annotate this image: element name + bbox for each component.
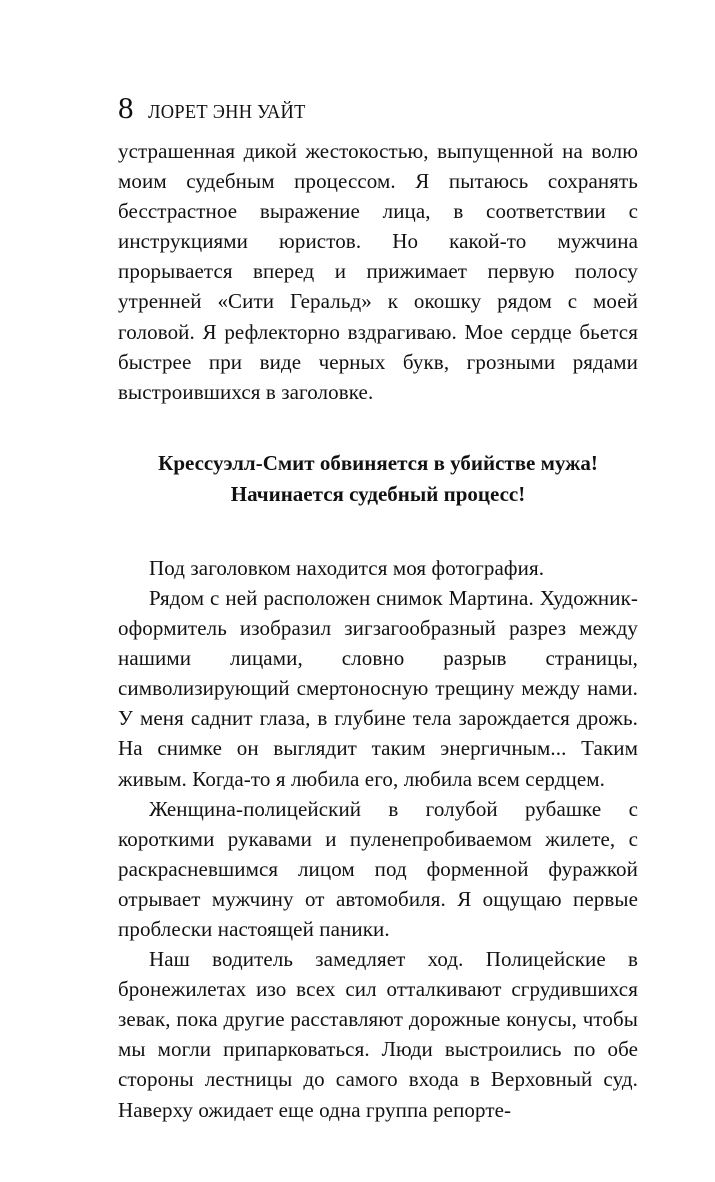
opening-paragraph: устрашенная дикой жестокостью, выпущенной на волю моим судебным процессом. Я пытаюсь сохранять бесстрастное выражение лица, в соответствии с инструкциями юристов. Но какой-то мужчина прорывается вперед и прижимает первую полосу утренней «Сити Геральд» к окошку рядом с моей головой. Я рефлекторно вздрагиваю. Мое сердце бьется быстрее при виде черных букв, грозными рядами выстроившихся в заголовке. (118, 139, 638, 404)
book-page (118, 92, 638, 1125)
headline-line-1: Крессуэлл-Смит обвиняется в убийстве мужа! (158, 450, 598, 475)
paragraph-policewoman: Женщина-полицейский в голубой рубашке с короткими рукавами и пуленепробиваемом жилете, с раскрасневшимся лицом под форменной фуражкой отрывает мужчину от автомобиля. Я ощущаю первые проблески настоящей паники. (118, 796, 638, 941)
paragraph-martin: Рядом с ней расположен снимок Мартина. Художник-оформитель изобразил зигзагообразный разрез между нашими лицами, словно разрыв страницы, символизирующий смертоносную трещину между нами. У меня саднит глаза, в глубине тела зарождается дрожь. На снимке он выглядит таким энергичным... Таким живым. Когда-то я любила его, любила всем сердцем. (118, 585, 638, 791)
running-header (118, 92, 638, 128)
paragraph-photo: Под заголовком находится моя фотография. (149, 555, 545, 580)
paragraph-driver: Наш водитель замедляет ход. Полицейские в бронежилетах изо всех сил отталкивают сгрудившихся зевак, пока другие расставляют дорожные конусы, чтобы мы могли припарковаться. Люди выстроились по обе стороны лестницы до самого входа в Верховный суд. Наверху ожидает еще одна группа репорте- (118, 947, 638, 1122)
headline-line-2: Начинается судебный процесс! (230, 481, 526, 506)
page-number: 8 (118, 90, 134, 125)
body-text (118, 136, 638, 1125)
author-name: ЛОРЕТ ЭНН УАЙТ (147, 101, 306, 123)
newspaper-headline (118, 448, 638, 510)
